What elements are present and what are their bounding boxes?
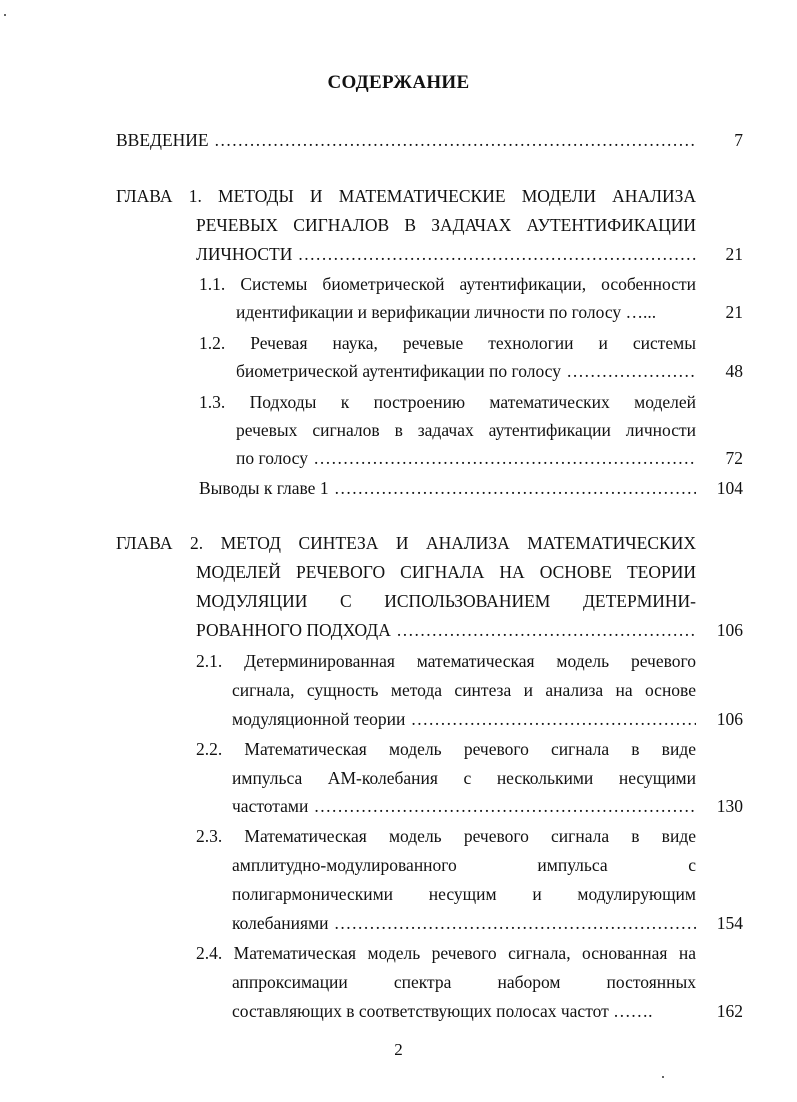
page-ref: 7 [734, 130, 743, 150]
toc-entry-section-2-2[interactable] [232, 792, 696, 821]
toc-entry-conclusions-1[interactable] [199, 474, 696, 503]
dot-leader [411, 705, 696, 734]
section-2-2: импульса АМ-колебания с несколькими несущими [232, 768, 696, 788]
toc-entry-text: биометрической аутентификации по голосу [236, 361, 561, 381]
toc-entry-section-2-1[interactable] [232, 705, 696, 734]
page-ref: 48 [725, 361, 743, 381]
page-ref: 154 [716, 913, 743, 933]
chapter-2-heading: МОДЕЛЕЙ РЕЧЕВОГО СИГНАЛА НА ОСНОВЕ ТЕОРИИ [196, 562, 696, 582]
dot-leader [567, 357, 696, 386]
page-ref: 106 [716, 709, 743, 729]
dot-leader [314, 792, 696, 821]
section-2-4: составляющих в соответствующих полосах частот ……. [232, 1001, 653, 1021]
page-ref: 21 [725, 244, 743, 264]
section-2-3: амплитудно-модулированного импульса с [232, 855, 696, 875]
page-ref: 21 [725, 302, 743, 322]
chapter-2-heading[interactable]: ГЛАВА 2. МЕТОД СИНТЕЗА И АНАЛИЗА МАТЕМАТИЧЕСКИХ [116, 533, 696, 553]
section-1-2[interactable]: 1.2. Речевая наука, речевые технологии и системы [199, 333, 696, 353]
section-2-2[interactable]: 2.2. Математическая модель речевого сигнала в виде [196, 739, 696, 759]
toc-entry-chapter-2[interactable] [196, 616, 696, 645]
toc-entry-text: частотами [232, 796, 309, 816]
dot-leader [397, 616, 696, 645]
section-2-4[interactable]: 2.4. Математическая модель речевого сигнала, основанная на [196, 943, 696, 963]
dot-leader [335, 474, 696, 503]
page-number: 2 [394, 1040, 403, 1059]
page-ref: 72 [725, 448, 743, 468]
toc-entry-text: ВВЕДЕНИЕ [116, 130, 209, 150]
page-ref: 130 [716, 796, 743, 816]
toc-entry-text: колебаниями [232, 913, 329, 933]
toc-title: СОДЕРЖАНИЕ [327, 72, 470, 93]
scan-speck [4, 14, 6, 16]
toc-entry-intro[interactable] [116, 126, 696, 155]
toc-entry-text: ЛИЧНОСТИ [196, 244, 293, 264]
dot-leader [215, 126, 696, 155]
dot-leader [314, 444, 696, 473]
section-1-3[interactable]: 1.3. Подходы к построению математических моделей [199, 392, 696, 412]
section-1-3: речевых сигналов в задачах аутентификации личности [236, 420, 696, 440]
toc-entry-section-1-3[interactable] [236, 444, 696, 473]
dot-leader [298, 240, 696, 269]
scan-speck [662, 1076, 664, 1078]
section-2-3: полигармоническими несущим и модулирующим [232, 884, 696, 904]
section-1-1: идентификации и верификации личности по голосу …... [236, 302, 657, 322]
section-2-1: сигнала, сущность метода синтеза и анализа на основе [232, 680, 696, 700]
toc-entry-chapter-1[interactable] [196, 240, 696, 269]
toc-entry-text: модуляционной теории [232, 709, 406, 729]
page-ref: 162 [716, 1001, 743, 1021]
toc-entry-text: РОВАННОГО ПОДХОДА [196, 620, 391, 640]
section-2-4: аппроксимации спектра набором постоянных [232, 972, 696, 992]
chapter-2-heading: МОДУЛЯЦИИ С ИСПОЛЬЗОВАНИЕМ ДЕТЕРМИНИ- [196, 591, 696, 611]
toc-entry-section-1-2[interactable] [236, 357, 696, 386]
toc-entry-section-2-3[interactable] [232, 909, 696, 938]
toc-entry-text: по голосу [236, 448, 308, 468]
page-ref: 106 [716, 620, 743, 640]
section-2-1[interactable]: 2.1. Детерминированная математическая модель речевого [196, 651, 696, 671]
chapter-1-heading[interactable]: ГЛАВА 1. МЕТОДЫ И МАТЕМАТИЧЕСКИЕ МОДЕЛИ АНАЛИЗА [116, 186, 696, 206]
section-1-1[interactable]: 1.1. Системы биометрической аутентификации, особенности [199, 274, 696, 294]
page-ref: 104 [716, 478, 743, 498]
chapter-1-heading: РЕЧЕВЫХ СИГНАЛОВ В ЗАДАЧАХ АУТЕНТИФИКАЦИИ [196, 215, 696, 235]
dot-leader [335, 909, 696, 938]
section-2-3[interactable]: 2.3. Математическая модель речевого сигнала в виде [196, 826, 696, 846]
toc-entry-text: Выводы к главе 1 [199, 478, 329, 498]
